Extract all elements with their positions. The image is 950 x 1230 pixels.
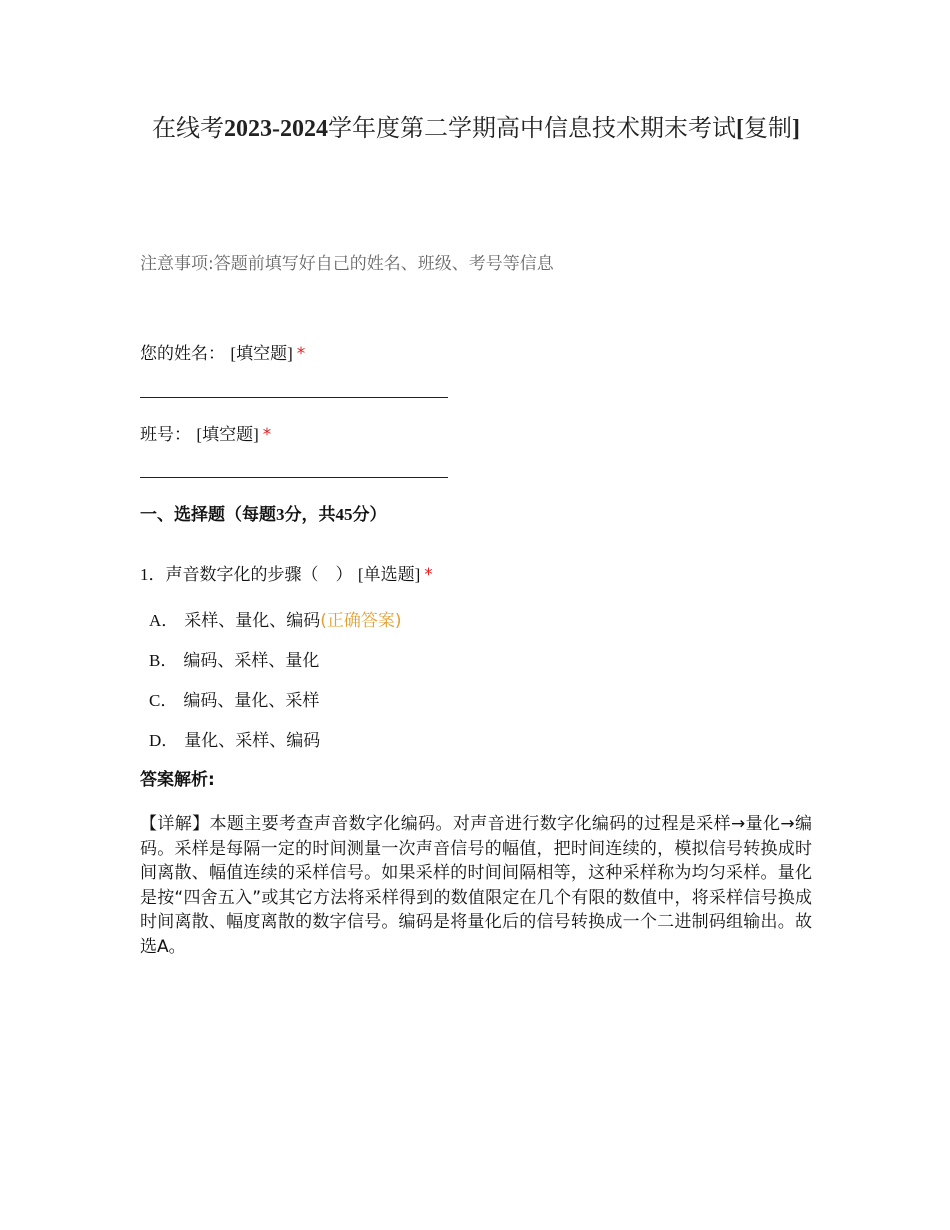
correct-answer-badge: (正确答案) (320, 611, 402, 631)
question-required-mark: * (424, 565, 433, 585)
analysis-text: 【详解】本题主要考查声音数字化编码。对声音进行数字化编码的过程是采样→量化→编码。采样是每隔一定的时间测量一次声音信号的幅值，把时间连续的，模拟信号转换成时间离散、幅值连续的采样信号。如果采样的时间间隔相等，这种采样称为均匀采样。量化是按“四舍五入”或其它方法将采样得到的数值限定在几个有限的数值中，将采样信号换成时间离散、幅度离散的数字信号。编码是将量化后的信号转换成一个二进制码组输出。故选A。 (140, 814, 812, 957)
title-suffix: 复制 (744, 116, 792, 142)
option-d[interactable] (149, 728, 320, 754)
section-title-end: 分） (352, 505, 387, 525)
option-b-letter: B． (149, 651, 178, 670)
name-label: 您的姓名： (140, 344, 225, 364)
name-question-type: [填空题] (230, 344, 293, 363)
option-d-text: 量化、采样、编码 (184, 731, 321, 751)
option-c[interactable] (149, 688, 319, 714)
notice-text: 注意事项:答题前填写好自己的姓名、班级、考号等信息 (140, 254, 554, 274)
section-title (140, 502, 387, 528)
option-b[interactable] (149, 648, 319, 674)
section-total: 45 (335, 505, 353, 524)
page-title (140, 108, 812, 150)
name-required-mark: * (296, 344, 306, 364)
option-c-letter: C． (149, 691, 178, 710)
section-points: 3 (276, 505, 285, 524)
section-title-mid: 分，共 (284, 505, 336, 525)
option-b-text: 编码、采样、量化 (183, 651, 320, 671)
title-prefix: 在线考 (152, 116, 224, 142)
option-d-letter: D． (149, 731, 179, 750)
title-year: 2023-2024 (224, 116, 328, 142)
title-open-bracket: [ (736, 116, 744, 142)
name-input-line[interactable] (140, 397, 448, 398)
name-field-label (140, 341, 305, 367)
option-a-text: 采样、量化、编码 (184, 611, 321, 631)
class-required-mark: * (262, 425, 272, 445)
question-1 (140, 562, 433, 588)
question-text: 声音数字化的步骤（ ） (165, 565, 353, 585)
class-label: 班号： (140, 425, 191, 445)
title-close-bracket: ] (792, 116, 800, 142)
option-a-letter: A． (149, 611, 179, 630)
question-type: [单选题] (357, 565, 421, 584)
analysis-label: 答案解析: (140, 770, 215, 790)
class-input-line[interactable] (140, 477, 448, 478)
class-field-label (140, 422, 271, 448)
option-c-text: 编码、量化、采样 (183, 691, 320, 711)
title-middle: 学年度第二学期高中信息技术期末考试 (328, 116, 736, 142)
class-question-type: [填空题] (196, 425, 259, 444)
option-a[interactable] (149, 608, 402, 634)
section-title-start: 一、选择题（每题 (140, 505, 276, 525)
question-number: 1． (140, 565, 166, 584)
